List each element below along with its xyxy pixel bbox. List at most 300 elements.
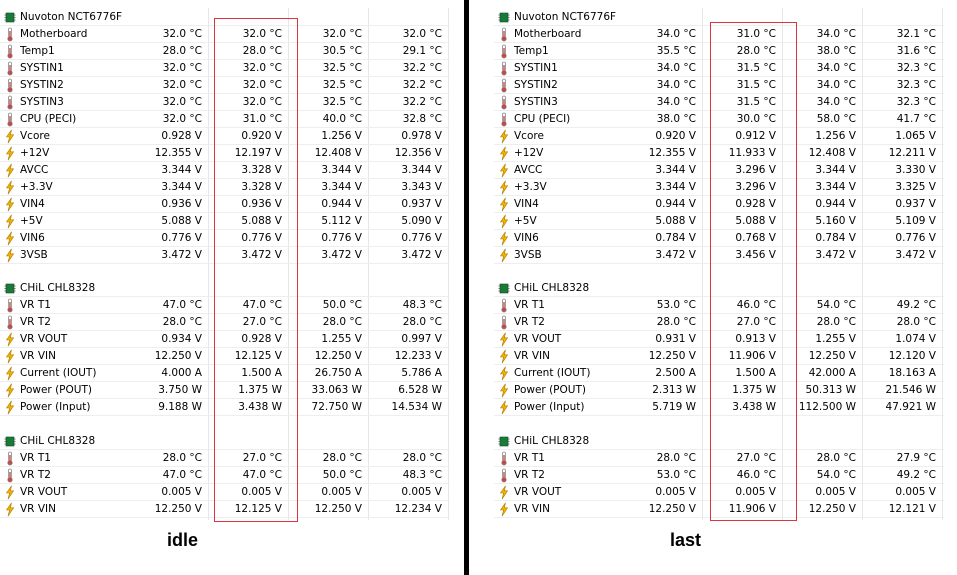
minimum-value: 28.0 °C bbox=[242, 45, 282, 57]
current-value: 12.250 V bbox=[154, 350, 202, 362]
maximum-value: 1.256 V bbox=[321, 130, 362, 142]
thermometer-icon bbox=[498, 27, 510, 42]
average-value: 0.978 V bbox=[401, 130, 442, 142]
current-value: 28.0 °C bbox=[162, 45, 202, 57]
maximum-value: 34.0 °C bbox=[816, 79, 856, 91]
current-value: 34.0 °C bbox=[656, 96, 696, 108]
current-value: 5.088 V bbox=[161, 215, 202, 227]
thermometer-icon bbox=[4, 112, 16, 127]
average-value: 31.6 °C bbox=[896, 45, 936, 57]
lightning-icon bbox=[4, 349, 16, 364]
maximum-value: 54.0 °C bbox=[816, 299, 856, 311]
average-value: 0.937 V bbox=[401, 198, 442, 210]
average-value: 32.2 °C bbox=[402, 62, 442, 74]
maximum-value: 54.0 °C bbox=[816, 469, 856, 481]
maximum-value: 34.0 °C bbox=[816, 62, 856, 74]
thermometer-icon bbox=[4, 78, 16, 93]
minimum-value: 11.906 V bbox=[728, 503, 776, 515]
minimum-value: 27.0 °C bbox=[242, 452, 282, 464]
sensor-label: VR VOUT bbox=[20, 333, 68, 345]
sensor-label: SYSTIN1 bbox=[20, 62, 64, 74]
sensor-label: VIN6 bbox=[514, 232, 539, 244]
sensor-label: VR VOUT bbox=[20, 486, 68, 498]
minimum-value: 27.0 °C bbox=[736, 316, 776, 328]
minimum-value: 31.0 °C bbox=[242, 113, 282, 125]
maximum-value: 32.5 °C bbox=[322, 79, 362, 91]
average-value: 41.7 °C bbox=[896, 113, 936, 125]
maximum-value: 112.500 W bbox=[798, 401, 856, 413]
lightning-icon bbox=[498, 231, 510, 246]
thermometer-icon bbox=[498, 298, 510, 313]
average-value: 3.330 V bbox=[895, 164, 936, 176]
minimum-value: 47.0 °C bbox=[242, 469, 282, 481]
chip-icon bbox=[4, 10, 16, 25]
average-value: 32.1 °C bbox=[896, 28, 936, 40]
minimum-value: 1.375 W bbox=[238, 384, 282, 396]
average-value: 5.786 A bbox=[401, 367, 442, 379]
current-value: 28.0 °C bbox=[162, 452, 202, 464]
maximum-value: 0.005 V bbox=[815, 486, 856, 498]
minimum-value: 1.500 A bbox=[735, 367, 776, 379]
minimum-value: 30.0 °C bbox=[736, 113, 776, 125]
maximum-value: 32.5 °C bbox=[322, 62, 362, 74]
maximum-value: 0.944 V bbox=[321, 198, 362, 210]
thermometer-icon bbox=[4, 27, 16, 42]
current-value: 53.0 °C bbox=[656, 299, 696, 311]
maximum-value: 3.344 V bbox=[815, 181, 856, 193]
lightning-icon bbox=[4, 248, 16, 263]
average-value: 12.233 V bbox=[394, 350, 442, 362]
maximum-value: 0.005 V bbox=[321, 486, 362, 498]
average-value: 28.0 °C bbox=[896, 316, 936, 328]
sensor-label: CPU (PECI) bbox=[514, 113, 571, 125]
average-value: 29.1 °C bbox=[402, 45, 442, 57]
maximum-value: 26.750 A bbox=[314, 367, 362, 379]
sensor-label: VIN6 bbox=[20, 232, 45, 244]
minimum-value: 3.296 V bbox=[735, 164, 776, 176]
sensor-group-name: CHiL CHL8328 bbox=[20, 282, 96, 294]
current-value: 47.0 °C bbox=[162, 469, 202, 481]
current-value: 28.0 °C bbox=[656, 316, 696, 328]
average-value: 32.0 °C bbox=[402, 28, 442, 40]
sensor-label: SYSTIN2 bbox=[20, 79, 64, 91]
minimum-value: 0.768 V bbox=[735, 232, 776, 244]
average-value: 18.163 A bbox=[888, 367, 936, 379]
thermometer-icon bbox=[4, 315, 16, 330]
maximum-value: 28.0 °C bbox=[322, 316, 362, 328]
minimum-value: 27.0 °C bbox=[736, 452, 776, 464]
sensor-label: +12V bbox=[20, 147, 50, 159]
sensor-label: Power (POUT) bbox=[20, 384, 92, 396]
sensor-label: VR VIN bbox=[514, 350, 550, 362]
average-value: 3.325 V bbox=[895, 181, 936, 193]
current-value: 0.784 V bbox=[655, 232, 696, 244]
minimum-value: 3.438 W bbox=[238, 401, 282, 413]
current-value: 28.0 °C bbox=[656, 452, 696, 464]
maximum-value: 34.0 °C bbox=[816, 96, 856, 108]
sensor-group-name: CHiL CHL8328 bbox=[514, 435, 590, 447]
sensor-label: VR T2 bbox=[20, 469, 51, 481]
maximum-value: 12.250 V bbox=[808, 503, 856, 515]
sensor-label: VR T1 bbox=[514, 299, 545, 311]
minimum-value: 46.0 °C bbox=[736, 469, 776, 481]
sensor-label: VR VIN bbox=[514, 503, 550, 515]
thermometer-icon bbox=[4, 61, 16, 76]
average-value: 48.3 °C bbox=[402, 469, 442, 481]
maximum-value: 50.0 °C bbox=[322, 299, 362, 311]
current-value: 0.005 V bbox=[655, 486, 696, 498]
current-value: 3.344 V bbox=[161, 181, 202, 193]
minimum-value: 1.500 A bbox=[241, 367, 282, 379]
minimum-value: 0.913 V bbox=[735, 333, 776, 345]
minimum-value: 11.933 V bbox=[728, 147, 776, 159]
average-value: 12.121 V bbox=[888, 503, 936, 515]
maximum-value: 38.0 °C bbox=[816, 45, 856, 57]
current-value: 12.355 V bbox=[154, 147, 202, 159]
current-value: 3.750 W bbox=[158, 384, 202, 396]
lightning-icon bbox=[4, 214, 16, 229]
maximum-value: 34.0 °C bbox=[816, 28, 856, 40]
current-value: 12.250 V bbox=[648, 503, 696, 515]
minimum-value: 0.005 V bbox=[241, 486, 282, 498]
minimum-value: 27.0 °C bbox=[242, 316, 282, 328]
chip-icon bbox=[498, 281, 510, 296]
sensor-label: VIN4 bbox=[514, 198, 539, 210]
sensor-label: Vcore bbox=[514, 130, 544, 142]
maximum-value: 12.408 V bbox=[808, 147, 856, 159]
average-value: 12.234 V bbox=[394, 503, 442, 515]
current-value: 5.719 W bbox=[652, 401, 696, 413]
average-value: 28.0 °C bbox=[402, 452, 442, 464]
lightning-icon bbox=[498, 163, 510, 178]
current-value: 0.920 V bbox=[655, 130, 696, 142]
thermometer-icon bbox=[4, 44, 16, 59]
sensor-label: +5V bbox=[20, 215, 43, 227]
average-value: 3.472 V bbox=[895, 249, 936, 261]
current-value: 4.000 A bbox=[161, 367, 202, 379]
minimum-value: 0.776 V bbox=[241, 232, 282, 244]
current-value: 34.0 °C bbox=[656, 62, 696, 74]
minimum-value: 31.5 °C bbox=[736, 62, 776, 74]
average-value: 32.2 °C bbox=[402, 96, 442, 108]
minimum-value: 5.088 V bbox=[735, 215, 776, 227]
maximum-value: 32.0 °C bbox=[322, 28, 362, 40]
lightning-icon bbox=[4, 129, 16, 144]
current-value: 3.344 V bbox=[655, 181, 696, 193]
thermometer-icon bbox=[498, 95, 510, 110]
minimum-value: 0.912 V bbox=[735, 130, 776, 142]
lightning-icon bbox=[4, 231, 16, 246]
thermometer-icon bbox=[498, 78, 510, 93]
current-value: 3.472 V bbox=[161, 249, 202, 261]
current-value: 5.088 V bbox=[655, 215, 696, 227]
minimum-value: 32.0 °C bbox=[242, 28, 282, 40]
maximum-value: 3.344 V bbox=[321, 181, 362, 193]
current-value: 28.0 °C bbox=[162, 316, 202, 328]
minimum-value: 12.125 V bbox=[234, 350, 282, 362]
maximum-value: 1.255 V bbox=[815, 333, 856, 345]
current-value: 0.936 V bbox=[161, 198, 202, 210]
sensor-group-name: CHiL CHL8328 bbox=[514, 282, 590, 294]
thermometer-icon bbox=[498, 468, 510, 483]
current-value: 3.472 V bbox=[655, 249, 696, 261]
sensor-label: Current (IOUT) bbox=[514, 367, 591, 379]
maximum-value: 0.776 V bbox=[321, 232, 362, 244]
current-value: 12.250 V bbox=[648, 350, 696, 362]
average-value: 3.472 V bbox=[401, 249, 442, 261]
sensor-label: Motherboard bbox=[514, 28, 582, 40]
thermometer-icon bbox=[498, 112, 510, 127]
sensor-group-name: CHiL CHL8328 bbox=[20, 435, 96, 447]
average-value: 0.997 V bbox=[401, 333, 442, 345]
maximum-value: 28.0 °C bbox=[816, 316, 856, 328]
thermometer-icon bbox=[4, 298, 16, 313]
thermometer-icon bbox=[4, 468, 16, 483]
sensor-label: VR VOUT bbox=[514, 486, 562, 498]
current-value: 47.0 °C bbox=[162, 299, 202, 311]
sensor-label: VR VIN bbox=[20, 350, 56, 362]
current-value: 12.250 V bbox=[154, 503, 202, 515]
maximum-value: 28.0 °C bbox=[322, 452, 362, 464]
current-value: 32.0 °C bbox=[162, 28, 202, 40]
minimum-value: 3.438 W bbox=[732, 401, 776, 413]
current-value: 12.355 V bbox=[648, 147, 696, 159]
minimum-value: 31.5 °C bbox=[736, 96, 776, 108]
lightning-icon bbox=[4, 180, 16, 195]
minimum-value: 1.375 W bbox=[732, 384, 776, 396]
sensor-label: VR T2 bbox=[514, 469, 545, 481]
average-value: 0.937 V bbox=[895, 198, 936, 210]
average-value: 28.0 °C bbox=[402, 316, 442, 328]
lightning-icon bbox=[498, 400, 510, 415]
minimum-value: 0.928 V bbox=[241, 333, 282, 345]
minimum-value: 12.125 V bbox=[234, 503, 282, 515]
average-value: 32.2 °C bbox=[402, 79, 442, 91]
lightning-icon bbox=[498, 146, 510, 161]
maximum-value: 0.784 V bbox=[815, 232, 856, 244]
sensor-label: 3VSB bbox=[20, 249, 48, 261]
maximum-value: 58.0 °C bbox=[816, 113, 856, 125]
maximum-value: 28.0 °C bbox=[816, 452, 856, 464]
minimum-value: 0.936 V bbox=[241, 198, 282, 210]
current-value: 3.344 V bbox=[161, 164, 202, 176]
lightning-icon bbox=[498, 349, 510, 364]
lightning-icon bbox=[498, 383, 510, 398]
average-value: 0.776 V bbox=[895, 232, 936, 244]
average-value: 12.120 V bbox=[888, 350, 936, 362]
minimum-value: 32.0 °C bbox=[242, 96, 282, 108]
current-value: 0.005 V bbox=[161, 486, 202, 498]
average-value: 32.3 °C bbox=[896, 96, 936, 108]
current-value: 53.0 °C bbox=[656, 469, 696, 481]
average-value: 49.2 °C bbox=[896, 469, 936, 481]
thermometer-icon bbox=[498, 315, 510, 330]
average-value: 12.356 V bbox=[394, 147, 442, 159]
maximum-value: 40.0 °C bbox=[322, 113, 362, 125]
current-value: 35.5 °C bbox=[656, 45, 696, 57]
chip-icon bbox=[498, 10, 510, 25]
lightning-icon bbox=[4, 502, 16, 517]
average-value: 3.343 V bbox=[401, 181, 442, 193]
average-value: 0.005 V bbox=[895, 486, 936, 498]
average-value: 32.8 °C bbox=[402, 113, 442, 125]
minimum-value: 31.0 °C bbox=[736, 28, 776, 40]
average-value: 5.109 V bbox=[895, 215, 936, 227]
maximum-value: 72.750 W bbox=[311, 401, 362, 413]
thermometer-icon bbox=[498, 61, 510, 76]
lightning-icon bbox=[498, 129, 510, 144]
minimum-value: 0.928 V bbox=[735, 198, 776, 210]
average-value: 32.3 °C bbox=[896, 79, 936, 91]
minimum-value: 47.0 °C bbox=[242, 299, 282, 311]
minimum-column-highlight bbox=[710, 22, 797, 521]
lightning-icon bbox=[4, 383, 16, 398]
sensor-label: VR VIN bbox=[20, 503, 56, 515]
current-value: 32.0 °C bbox=[162, 113, 202, 125]
maximum-value: 5.112 V bbox=[321, 215, 362, 227]
chip-icon bbox=[4, 281, 16, 296]
minimum-value: 31.5 °C bbox=[736, 79, 776, 91]
thermometer-icon bbox=[4, 451, 16, 466]
minimum-value: 32.0 °C bbox=[242, 79, 282, 91]
maximum-value: 12.408 V bbox=[314, 147, 362, 159]
current-value: 32.0 °C bbox=[162, 96, 202, 108]
minimum-value: 12.197 V bbox=[234, 147, 282, 159]
lightning-icon bbox=[4, 366, 16, 381]
average-value: 48.3 °C bbox=[402, 299, 442, 311]
sensor-label: +3.3V bbox=[20, 181, 53, 193]
average-value: 32.3 °C bbox=[896, 62, 936, 74]
average-value: 1.065 V bbox=[895, 130, 936, 142]
minimum-value: 5.088 V bbox=[241, 215, 282, 227]
lightning-icon bbox=[498, 197, 510, 212]
average-value: 3.344 V bbox=[401, 164, 442, 176]
current-value: 32.0 °C bbox=[162, 79, 202, 91]
current-value: 0.928 V bbox=[161, 130, 202, 142]
panel-divider bbox=[464, 0, 469, 575]
lightning-icon bbox=[498, 502, 510, 517]
maximum-value: 12.250 V bbox=[314, 503, 362, 515]
sensor-label: SYSTIN2 bbox=[514, 79, 558, 91]
sensor-label: CPU (PECI) bbox=[20, 113, 77, 125]
sensor-label: VR T1 bbox=[514, 452, 545, 464]
current-value: 3.344 V bbox=[655, 164, 696, 176]
sensor-label: Vcore bbox=[20, 130, 50, 142]
current-value: 0.934 V bbox=[161, 333, 202, 345]
sensor-label: SYSTIN1 bbox=[514, 62, 558, 74]
idle-caption: idle bbox=[167, 530, 199, 550]
minimum-value: 3.296 V bbox=[735, 181, 776, 193]
maximum-value: 12.250 V bbox=[808, 350, 856, 362]
sensor-group-name: Nuvoton NCT6776F bbox=[514, 11, 617, 23]
sensor-label: +3.3V bbox=[514, 181, 547, 193]
average-value: 0.005 V bbox=[401, 486, 442, 498]
minimum-value: 3.472 V bbox=[241, 249, 282, 261]
maximum-value: 3.472 V bbox=[321, 249, 362, 261]
average-value: 5.090 V bbox=[401, 215, 442, 227]
chip-icon bbox=[4, 434, 16, 449]
maximum-value: 30.5 °C bbox=[322, 45, 362, 57]
maximum-value: 42.000 A bbox=[808, 367, 856, 379]
sensor-label: Motherboard bbox=[20, 28, 88, 40]
maximum-value: 1.255 V bbox=[321, 333, 362, 345]
average-value: 14.534 W bbox=[391, 401, 442, 413]
sensor-label: Current (IOUT) bbox=[20, 367, 97, 379]
maximum-value: 12.250 V bbox=[314, 350, 362, 362]
sensor-label: +12V bbox=[514, 147, 544, 159]
lightning-icon bbox=[498, 214, 510, 229]
maximum-value: 5.160 V bbox=[815, 215, 856, 227]
maximum-value: 32.5 °C bbox=[322, 96, 362, 108]
average-value: 27.9 °C bbox=[896, 452, 936, 464]
sensor-label: Temp1 bbox=[20, 45, 55, 57]
lightning-icon bbox=[4, 197, 16, 212]
maximum-value: 3.344 V bbox=[815, 164, 856, 176]
lightning-icon bbox=[498, 180, 510, 195]
lightning-icon bbox=[498, 332, 510, 347]
average-value: 49.2 °C bbox=[896, 299, 936, 311]
maximum-value: 33.063 W bbox=[311, 384, 362, 396]
last-caption: last bbox=[670, 530, 702, 550]
maximum-value: 3.344 V bbox=[321, 164, 362, 176]
minimum-column-highlight bbox=[214, 18, 298, 522]
minimum-value: 3.456 V bbox=[735, 249, 776, 261]
minimum-value: 3.328 V bbox=[241, 181, 282, 193]
sensor-label: Power (Input) bbox=[20, 401, 91, 413]
minimum-value: 28.0 °C bbox=[736, 45, 776, 57]
lightning-icon bbox=[4, 163, 16, 178]
sensor-label: VR T2 bbox=[20, 316, 51, 328]
lightning-icon bbox=[498, 485, 510, 500]
sensor-label: VR T2 bbox=[514, 316, 545, 328]
average-value: 47.921 W bbox=[885, 401, 936, 413]
sensor-label: 3VSB bbox=[514, 249, 542, 261]
sensor-label: VIN4 bbox=[20, 198, 45, 210]
minimum-value: 32.0 °C bbox=[242, 62, 282, 74]
thermometer-icon bbox=[4, 95, 16, 110]
current-value: 2.313 W bbox=[652, 384, 696, 396]
last-sensor-panel bbox=[494, 0, 944, 530]
minimum-value: 0.005 V bbox=[735, 486, 776, 498]
lightning-icon bbox=[498, 366, 510, 381]
sensor-label: SYSTIN3 bbox=[514, 96, 558, 108]
average-value: 12.211 V bbox=[888, 147, 936, 159]
lightning-icon bbox=[498, 248, 510, 263]
sensor-label: AVCC bbox=[514, 164, 543, 176]
sensor-label: Power (Input) bbox=[514, 401, 585, 413]
sensor-label: Power (POUT) bbox=[514, 384, 586, 396]
thermometer-icon bbox=[498, 451, 510, 466]
minimum-value: 11.906 V bbox=[728, 350, 776, 362]
minimum-value: 3.328 V bbox=[241, 164, 282, 176]
sensor-label: SYSTIN3 bbox=[20, 96, 64, 108]
lightning-icon bbox=[4, 485, 16, 500]
lightning-icon bbox=[4, 146, 16, 161]
current-value: 2.500 A bbox=[655, 367, 696, 379]
current-value: 38.0 °C bbox=[656, 113, 696, 125]
average-value: 0.776 V bbox=[401, 232, 442, 244]
sensor-label: VR T1 bbox=[20, 299, 51, 311]
maximum-value: 3.472 V bbox=[815, 249, 856, 261]
minimum-value: 46.0 °C bbox=[736, 299, 776, 311]
idle-sensor-panel bbox=[0, 0, 450, 530]
current-value: 0.944 V bbox=[655, 198, 696, 210]
average-value: 21.546 W bbox=[885, 384, 936, 396]
chip-icon bbox=[498, 434, 510, 449]
current-value: 32.0 °C bbox=[162, 62, 202, 74]
current-value: 0.776 V bbox=[161, 232, 202, 244]
sensor-label: Temp1 bbox=[514, 45, 549, 57]
